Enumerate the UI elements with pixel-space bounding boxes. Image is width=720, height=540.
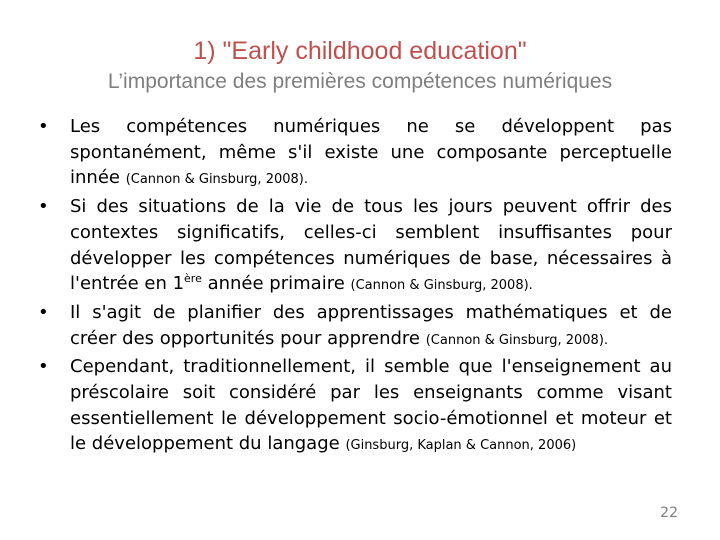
bullet-item bbox=[38, 300, 672, 353]
bullet-text: Il s'agit de planifier des apprentissages mathématiques et de créer des opportunités pour apprendre bbox=[70, 301, 672, 349]
bullet-text: Les compétences numériques ne se développent pas spontanément, même s'il existe une composante perceptuelle innée bbox=[70, 116, 672, 189]
bullet-icon: • bbox=[38, 196, 49, 218]
bullet-item bbox=[38, 354, 672, 459]
bullet-text: Cependant, traditionnellement, il semble que l'enseignement au préscolaire soit considéré par les enseignants comme visant essentiellement le développement socio-émotionnel et moteur et le développement du langage bbox=[70, 356, 672, 455]
bullet-list bbox=[38, 114, 672, 460]
bullet-icon: • bbox=[38, 356, 49, 378]
bullet-item bbox=[38, 194, 672, 299]
bullet-text-continued: année primaire bbox=[201, 273, 351, 295]
slide-title: 1) "Early childhood education" bbox=[193, 37, 527, 65]
page-number: 22 bbox=[660, 505, 678, 521]
bullet-icon: • bbox=[38, 116, 49, 137]
citation: (Cannon & Ginsburg, 2008). bbox=[425, 332, 609, 348]
slide-subtitle: L’importance des premières compétences numériques bbox=[107, 70, 613, 93]
citation: (Cannon & Ginsburg, 2008). bbox=[350, 278, 533, 294]
bullet-text: Si des situations de la vie de tous les jours peuvent offrir des contextes significatifs, celles-ci semblent insuffisantes pour développer les compétences numériques de base, nécessaires à l'entrée en 1 bbox=[70, 196, 672, 295]
slide-header bbox=[0, 36, 720, 96]
ordinal-superscript: ère bbox=[184, 272, 202, 286]
bullet-item bbox=[38, 114, 672, 193]
citation: (Ginsburg, Kaplan & Cannon, 2006) bbox=[345, 438, 577, 454]
citation: (Cannon & Ginsburg, 2008). bbox=[125, 172, 308, 188]
bullet-icon: • bbox=[38, 301, 49, 323]
